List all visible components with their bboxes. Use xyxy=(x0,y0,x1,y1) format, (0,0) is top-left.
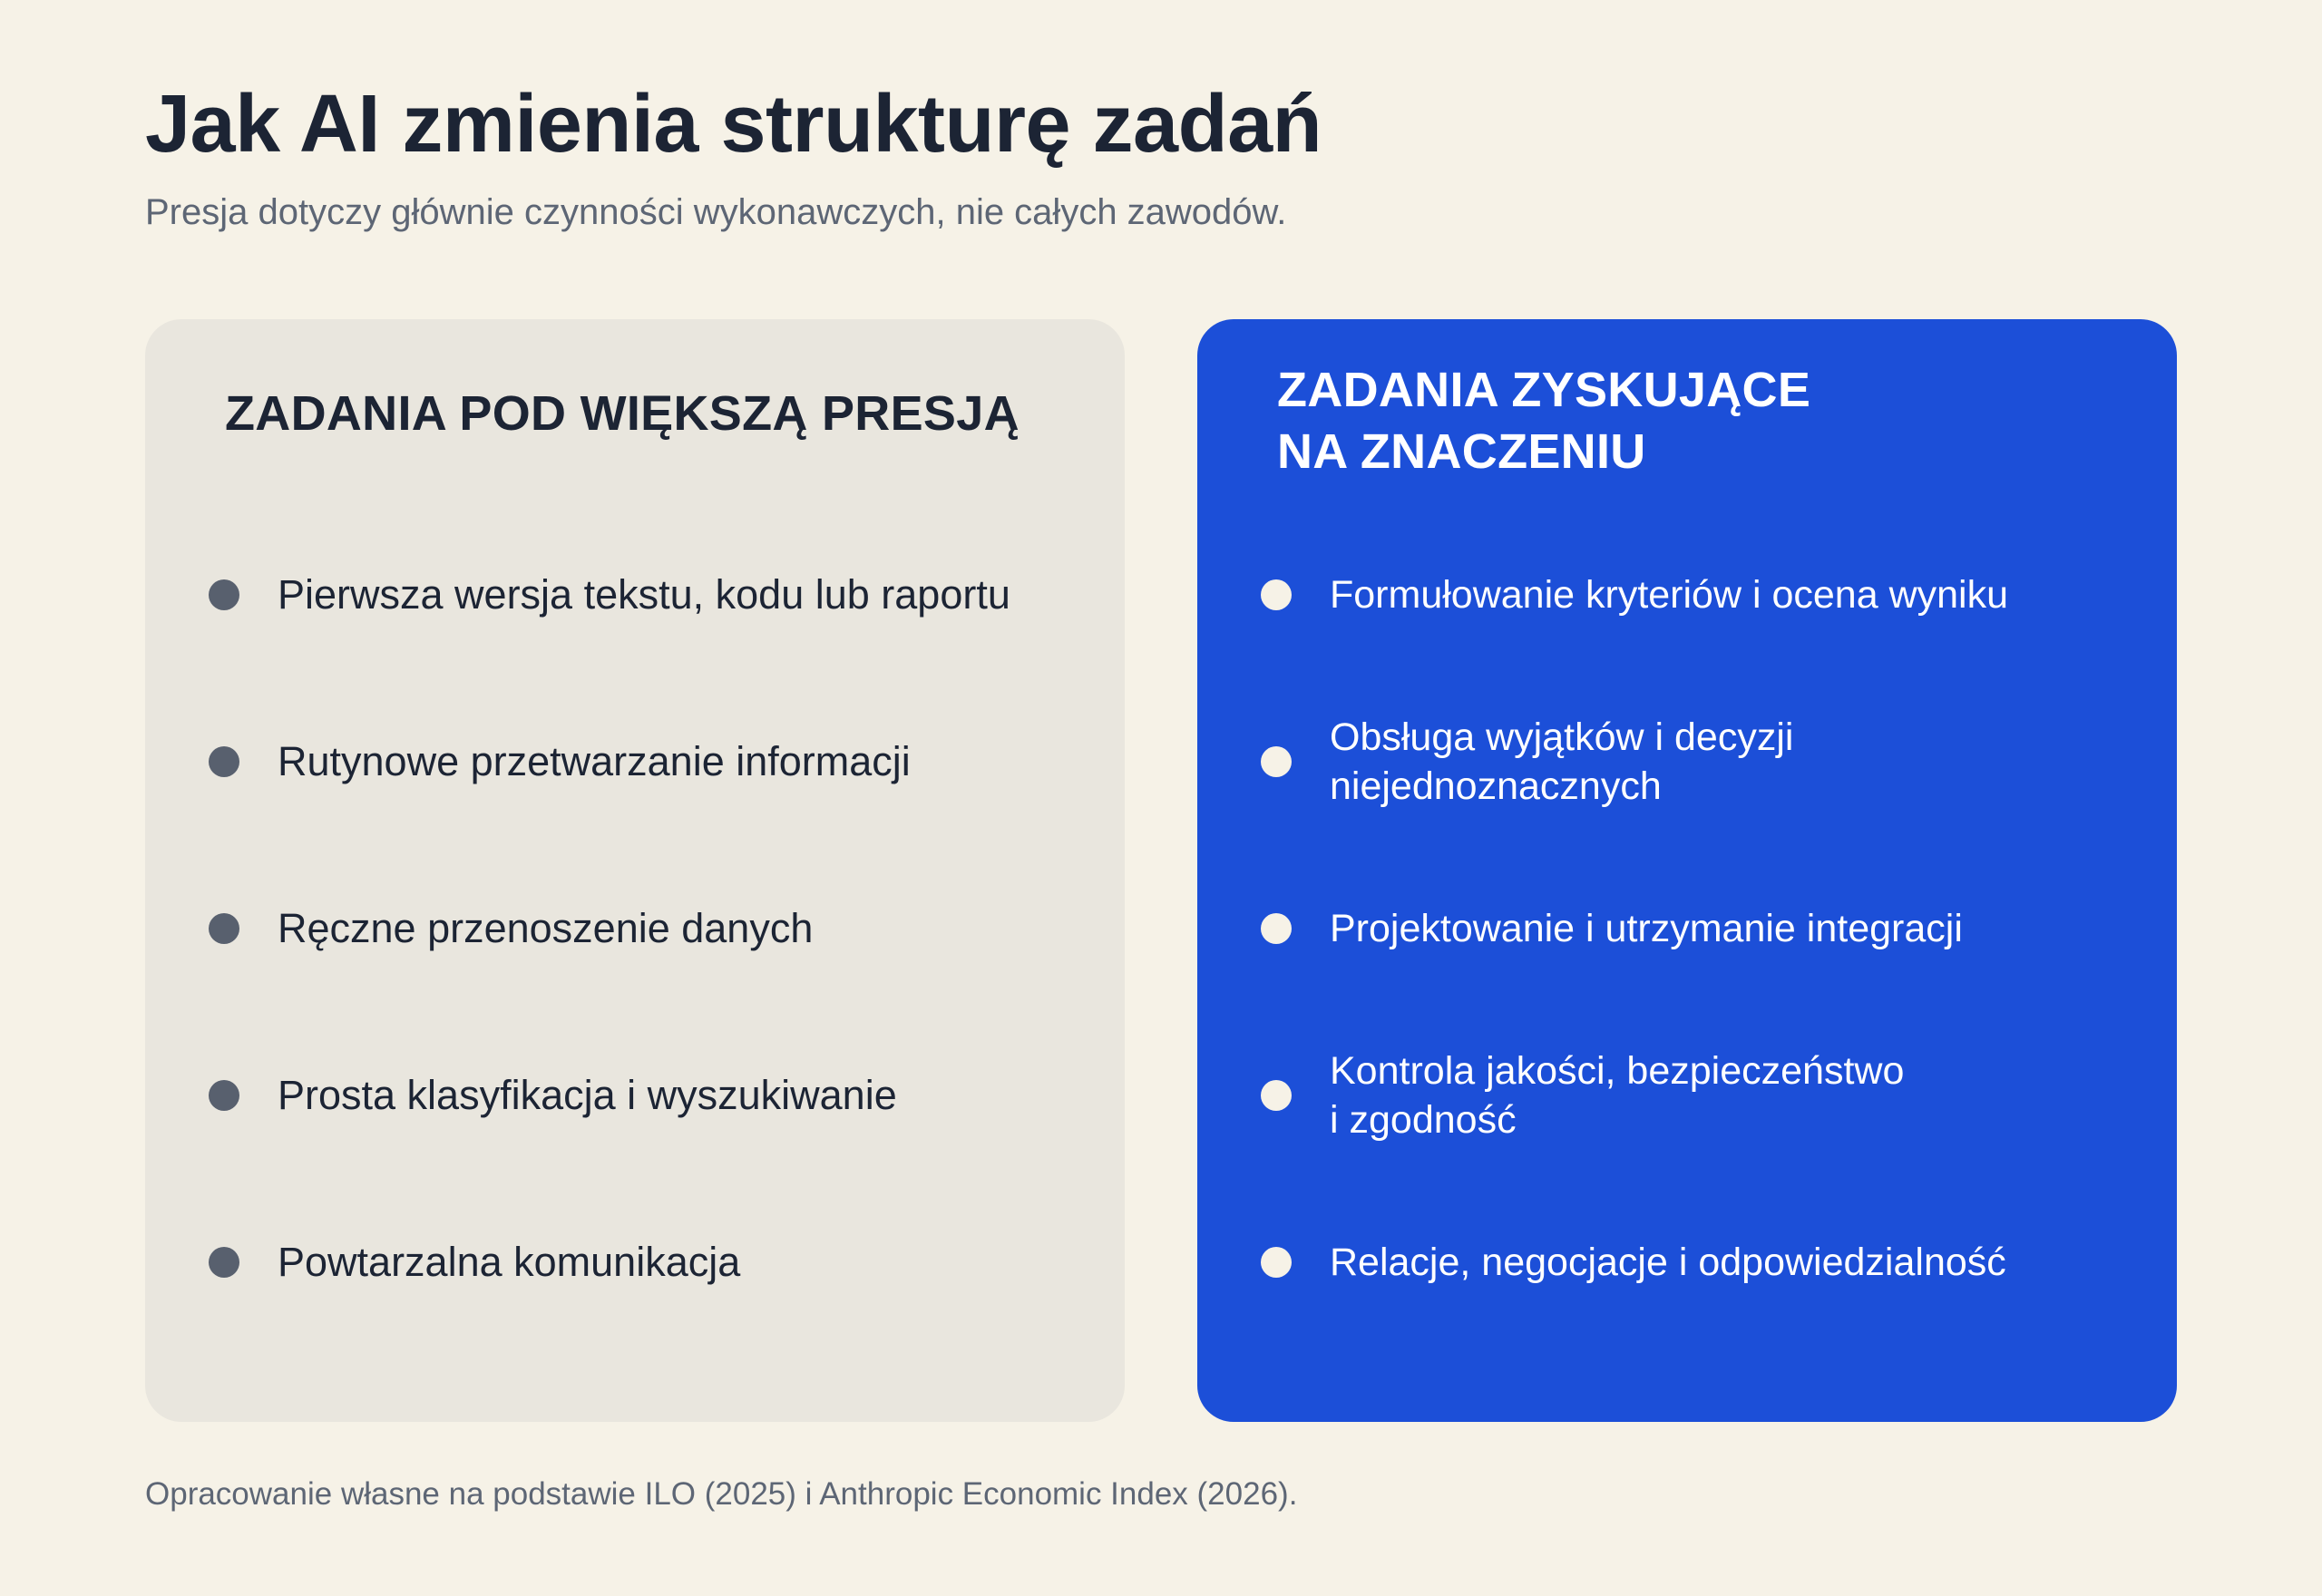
list-item-label: Projektowanie i utrzymanie integracji xyxy=(1330,907,1963,950)
list-item-label: Obsługa wyjątków i decyzji niejednoznacznych xyxy=(1330,715,1794,808)
pressure-tasks-list xyxy=(209,511,1079,1346)
list-item xyxy=(209,678,1079,845)
page-title: Jak AI zmienia strukturę zadań xyxy=(145,79,1322,170)
bullet-icon xyxy=(1261,1247,1292,1278)
list-item-label: Relacje, negocjacje i odpowiedzialność xyxy=(1330,1241,2006,1284)
page-subtitle: Presja dotyczy głównie czynności wykonawczych, nie całych zawodów. xyxy=(145,192,1287,232)
pressure-tasks-panel xyxy=(145,319,1125,1422)
pressure-tasks-heading: ZADANIA POD WIĘKSZĄ PRESJĄ xyxy=(225,386,1020,441)
list-item-label: Powtarzalna komunikacja xyxy=(278,1239,741,1285)
list-item-label: Prosta klasyfikacja i wyszukiwanie xyxy=(278,1072,897,1118)
growing-tasks-list xyxy=(1261,511,2132,1346)
list-item xyxy=(1261,1179,2132,1346)
list-item xyxy=(209,511,1079,678)
bullet-icon xyxy=(1261,1080,1292,1111)
growing-tasks-heading: ZADANIA ZYSKUJĄCE NA ZNACZENIU xyxy=(1277,363,1811,479)
bullet-icon xyxy=(1261,579,1292,610)
list-item-label: Rutynowe przetwarzanie informacji xyxy=(278,738,911,784)
list-item xyxy=(1261,511,2132,678)
bullet-icon xyxy=(209,1247,239,1278)
list-item-label: Ręczne przenoszenie danych xyxy=(278,905,814,951)
list-item xyxy=(1261,1012,2132,1179)
list-item xyxy=(209,1012,1079,1179)
bullet-icon xyxy=(1261,913,1292,944)
bullet-icon xyxy=(1261,746,1292,777)
list-item xyxy=(1261,845,2132,1012)
list-item xyxy=(209,1179,1079,1346)
bullet-icon xyxy=(209,913,239,944)
bullet-icon xyxy=(209,579,239,610)
list-item-label: Formułowanie kryteriów i ocena wyniku xyxy=(1330,573,2009,617)
source-footnote: Opracowanie własne na podstawie ILO (2025) i Anthropic Economic Index (2026). xyxy=(145,1476,1298,1512)
growing-tasks-panel xyxy=(1197,319,2177,1422)
list-item xyxy=(209,845,1079,1012)
bullet-icon xyxy=(209,746,239,777)
list-item-label: Pierwsza wersja tekstu, kodu lub raportu xyxy=(278,571,1010,618)
list-item xyxy=(1261,678,2132,845)
bullet-icon xyxy=(209,1080,239,1111)
list-item-label: Kontrola jakości, bezpieczeństwo i zgodność xyxy=(1330,1049,1905,1142)
